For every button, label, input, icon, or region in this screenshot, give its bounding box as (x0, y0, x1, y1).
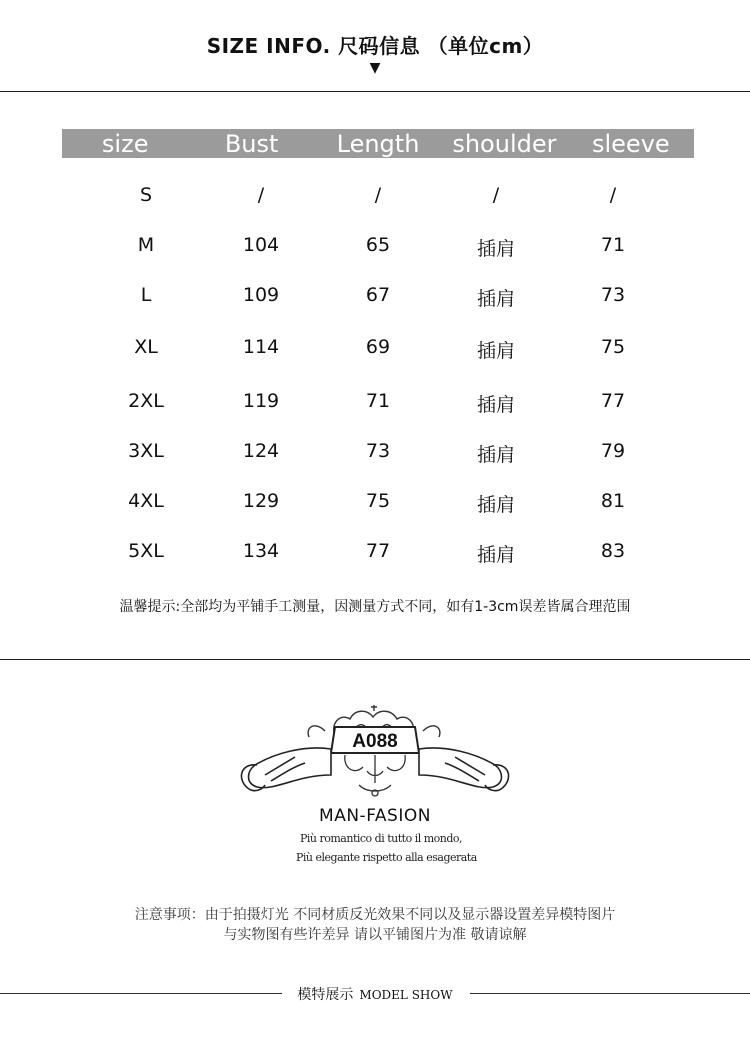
table-cell-shoulder: / (492, 184, 500, 206)
table-cell-length: / (374, 184, 382, 206)
table-cell-bust: 124 (242, 440, 280, 462)
table-row (88, 284, 728, 314)
brand-tagline-2: Più elegante rispetto alla esagerata (296, 851, 477, 864)
table-cell-size: M (137, 234, 155, 256)
table-row (88, 184, 728, 214)
table-cell-shoulder: 插肩 (476, 288, 515, 310)
table-cell-shoulder: 插肩 (476, 394, 515, 416)
table-cell-shoulder: 插肩 (476, 544, 515, 566)
col-header-shoulder: shoulder (452, 130, 557, 158)
table-cell-length: 69 (365, 336, 391, 358)
table-cell-sleeve: 81 (600, 490, 626, 512)
notice-line-1: 注意事项：由于拍摄灯光 不同材质反光效果不同以及显示器设置差异模特图片 (134, 907, 616, 923)
col-header-sleeve: sleeve (591, 130, 670, 158)
table-cell-sleeve: 83 (600, 540, 626, 562)
table-cell-bust: / (257, 184, 265, 206)
table-cell-size: 3XL (128, 440, 164, 462)
table-row (88, 234, 728, 264)
table-cell-length: 71 (365, 390, 391, 412)
table-cell-sleeve: 75 (600, 336, 626, 358)
table-cell-sleeve: 79 (600, 440, 626, 462)
table-row (88, 490, 728, 520)
brand-code: A088 (352, 731, 398, 752)
table-cell-size: 4XL (128, 490, 164, 512)
table-cell-bust: 109 (242, 284, 280, 306)
down-arrow-icon: ▼ (369, 60, 381, 76)
table-cell-sleeve: 73 (600, 284, 626, 306)
model-show-section-header (0, 982, 750, 1006)
table-cell-length: 77 (365, 540, 391, 562)
table-cell-shoulder: 插肩 (476, 494, 515, 516)
footer-label-cn: 模特展示 (297, 987, 354, 1003)
table-cell-length: 73 (365, 440, 391, 462)
table-cell-bust: 114 (242, 336, 280, 358)
table-row (88, 336, 728, 366)
table-cell-bust: 104 (242, 234, 280, 256)
table-cell-length: 65 (365, 234, 391, 256)
table-cell-shoulder: 插肩 (476, 340, 515, 362)
col-header-size: size (101, 130, 149, 158)
table-cell-bust: 129 (242, 490, 280, 512)
table-row (88, 540, 728, 570)
table-cell-sleeve: / (609, 184, 617, 206)
brand-name: MAN-FASION (319, 806, 431, 826)
page-title: SIZE INFO. 尺码信息 （单位cm） (206, 34, 544, 58)
brand-emblem (235, 705, 515, 815)
col-header-bust: Bust (224, 130, 279, 158)
table-row (88, 390, 728, 420)
table-row (88, 440, 728, 470)
brand-tagline-1: Più romantico di tutto il mondo, (300, 832, 463, 845)
table-cell-length: 67 (365, 284, 391, 306)
table-cell-size: 5XL (128, 540, 164, 562)
table-cell-sleeve: 77 (600, 390, 626, 412)
table-cell-size: L (140, 284, 152, 306)
notice-line-2: 与实物图有些许差异 请以平铺图片为准 敬请谅解 (223, 927, 527, 943)
footer-label (0, 984, 750, 1004)
divider (0, 659, 750, 660)
table-cell-length: 75 (365, 490, 391, 512)
col-header-length: Length (336, 130, 420, 158)
table-cell-sleeve: 71 (600, 234, 626, 256)
measurement-tip: 温馨提示:全部均为平铺手工测量，因测量方式不同，如有1-3cm误差皆属合理范围 (119, 599, 631, 615)
divider (0, 91, 750, 92)
table-cell-bust: 134 (242, 540, 280, 562)
table-cell-size: 2XL (128, 390, 164, 412)
footer-label-en: MODEL SHOW (359, 988, 453, 1002)
table-cell-shoulder: 插肩 (476, 238, 515, 260)
table-cell-size: S (139, 184, 153, 206)
size-table-header (62, 129, 694, 158)
table-cell-size: XL (134, 336, 158, 358)
table-cell-bust: 119 (242, 390, 280, 412)
table-cell-shoulder: 插肩 (476, 444, 515, 466)
